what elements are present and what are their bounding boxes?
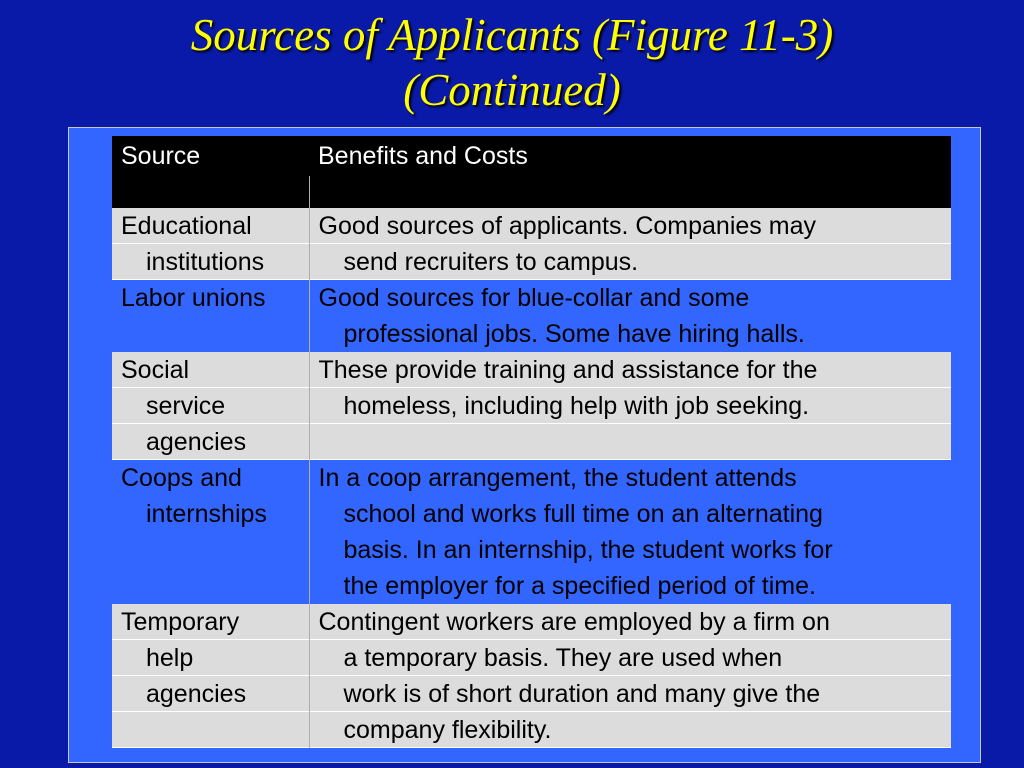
source-cell <box>112 460 309 604</box>
benefits-line: school and works full time on an alternating <box>343 500 823 528</box>
sources-table <box>112 136 951 748</box>
source-line: Temporary <box>121 608 240 636</box>
benefits-line: Contingent workers are employed by a firm on <box>318 608 830 636</box>
source-line: service <box>146 392 226 420</box>
source-line: Educational <box>121 212 252 240</box>
table-row <box>112 460 951 604</box>
benefits-line-empty <box>319 424 952 460</box>
benefits-line: In a coop arrangement, the student attends <box>318 464 797 492</box>
source-cell <box>112 208 309 280</box>
benefits-line: company flexibility. <box>343 716 552 744</box>
table-row <box>112 208 951 280</box>
source-line: Labor unions <box>121 284 266 312</box>
source-cell <box>112 280 309 352</box>
slide-title <box>0 8 1024 118</box>
table-row <box>112 352 951 460</box>
table-row <box>112 604 951 748</box>
header-source: Source <box>112 136 309 176</box>
benefits-line: homeless, including help with job seeking. <box>343 392 810 420</box>
source-cell <box>112 604 309 748</box>
source-line: help <box>146 644 194 672</box>
header-benefits-and-costs: Benefits and Costs <box>309 136 951 176</box>
header-spacer-row <box>112 176 951 208</box>
slide-title-line-2: (Continued) <box>403 65 621 115</box>
source-line: agencies <box>146 680 247 708</box>
source-cell <box>112 352 309 460</box>
benefits-line: work is of short duration and many give the <box>343 680 821 708</box>
benefits-line: the employer for a specified period of time. <box>343 572 816 600</box>
benefits-line: professional jobs. Some have hiring halls. <box>343 320 805 348</box>
benefits-cell <box>309 460 951 604</box>
source-line-empty <box>121 712 309 748</box>
source-line: Social <box>121 356 190 384</box>
benefits-line: basis. In an internship, the student works for <box>343 536 833 564</box>
benefits-line: Good sources of applicants. Companies may <box>318 212 816 240</box>
benefits-cell <box>309 604 951 748</box>
benefits-line: send recruiters to campus. <box>343 248 639 276</box>
benefits-line: These provide training and assistance for the <box>318 356 818 384</box>
source-line: agencies <box>146 428 247 456</box>
source-line: Coops and <box>121 464 242 492</box>
slide-title-line-1: Sources of Applicants (Figure 11-3) <box>190 10 834 60</box>
source-line: institutions <box>146 248 265 276</box>
benefits-cell <box>309 208 951 280</box>
table-row <box>112 280 951 352</box>
benefits-cell <box>309 352 951 460</box>
benefits-cell <box>309 280 951 352</box>
benefits-line: a temporary basis. They are used when <box>343 644 783 672</box>
benefits-line: Good sources for blue-collar and some <box>318 284 750 312</box>
table-header-row <box>112 136 951 176</box>
source-line: internships <box>146 500 267 528</box>
